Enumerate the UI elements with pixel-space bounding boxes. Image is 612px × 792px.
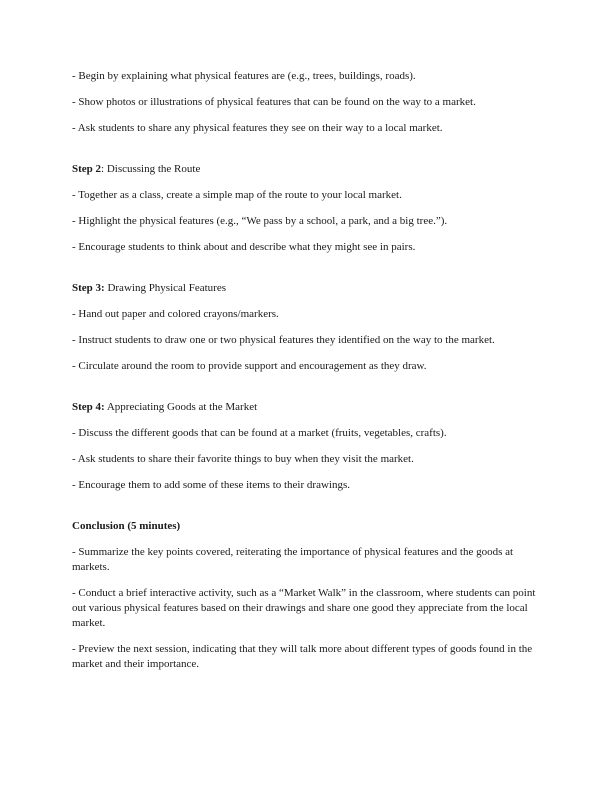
step-2-item: - Encourage students to think about and describe what they might see in pairs. xyxy=(72,241,416,253)
step-3-item: - Circulate around the room to provide support and encouragement as they draw. xyxy=(72,360,427,372)
section-gap xyxy=(72,147,542,162)
conclusion-label: Conclusion (5 minutes) xyxy=(72,520,181,532)
step-4-title: Appreciating Goods at the Market xyxy=(104,401,258,413)
step-3-item: - Instruct students to draw one or two physical features they identified on the way to the market. xyxy=(72,334,495,346)
step-2-section xyxy=(72,162,542,255)
step-4-item: - Encourage them to add some of these items to their drawings. xyxy=(72,479,350,491)
conclusion-heading xyxy=(72,519,542,534)
step-2-title: : Discussing the Route xyxy=(101,163,201,175)
intro-item: - Begin by explaining what physical features are (e.g., trees, buildings, roads). xyxy=(72,70,416,82)
step-2-item: - Together as a class, create a simple map of the route to your local market. xyxy=(72,189,402,201)
step-3-title: Drawing Physical Features xyxy=(104,282,226,294)
step-4-item: - Ask students to share their favorite things to buy when they visit the market. xyxy=(72,453,414,465)
step-3-item: - Hand out paper and colored crayons/markers. xyxy=(72,308,279,320)
intro-item: - Show photos or illustrations of physical features that can be found on the way to a market. xyxy=(72,96,476,108)
section-gap xyxy=(72,385,542,400)
document-page xyxy=(72,69,542,683)
step-3-label: Step 3: xyxy=(72,282,105,294)
step-4-label: Step 4: xyxy=(72,401,105,413)
section-gap xyxy=(72,266,542,281)
conclusion-section xyxy=(72,519,542,672)
conclusion-item: - Preview the next session, indicating that they will talk more about different types of goods found in the market and their importance. xyxy=(72,643,533,670)
step-3-section xyxy=(72,281,542,374)
step-4-section xyxy=(72,400,542,493)
step-3-heading xyxy=(72,281,542,296)
conclusion-item: - Conduct a brief interactive activity, such as a “Market Walk” in the classroom, where students can point out various physical features based on their drawings and share one good they appreciate from the local market. xyxy=(72,587,536,629)
step-2-label: Step 2 xyxy=(72,163,102,175)
step-2-heading xyxy=(72,162,542,177)
intro-list xyxy=(72,69,542,136)
step-4-item: - Discuss the different goods that can be found at a market (fruits, vegetables, crafts). xyxy=(72,427,447,439)
step-4-heading xyxy=(72,400,542,415)
conclusion-item: - Summarize the key points covered, reiterating the importance of physical features and the goods at markets. xyxy=(72,546,514,573)
intro-item: - Ask students to share any physical features they see on their way to a local market. xyxy=(72,122,443,134)
section-gap xyxy=(72,504,542,519)
step-2-item: - Highlight the physical features (e.g., “We pass by a school, a park, and a big tree.”). xyxy=(72,215,448,227)
